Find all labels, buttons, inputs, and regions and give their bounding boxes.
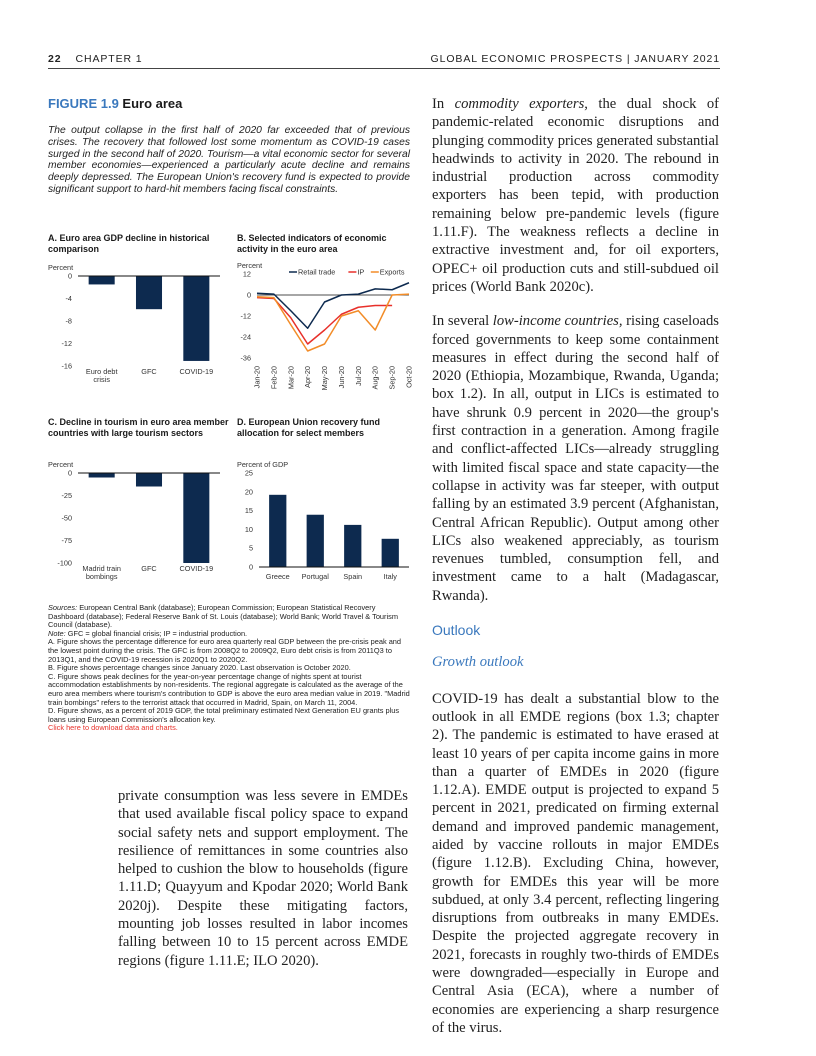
y-tick-label: -24 (240, 332, 251, 342)
chart-svg-d (237, 455, 412, 585)
y-tick-label: 0 (67, 468, 72, 478)
y-tick-label: 0 (67, 271, 72, 281)
x-tick-label: Jul-20 (353, 366, 363, 386)
chart-svg-c (48, 455, 220, 585)
panel-b-title: B. Selected indicators of economic activity in the euro area (237, 233, 387, 254)
bar-italy (382, 539, 399, 567)
y-axis-label: Percent (237, 261, 263, 270)
category-label: GFC (141, 564, 157, 573)
y-tick-label: 20 (244, 487, 253, 497)
y-tick-label: 10 (244, 524, 253, 534)
y-tick-label: -50 (61, 513, 72, 523)
bar-covid-19 (183, 473, 209, 563)
x-tick-label: Jun-20 (336, 366, 346, 389)
y-tick-label: 5 (248, 543, 253, 553)
bar-euro-debt-crisis (89, 276, 115, 284)
figure-summary: The output collapse in the first half of 2020 far exceeded that of previous crises. The recovery that followed lost some momentum as COVID-19 cases surged in the second half of 2020. Tourism—a vital economic sector for several member economies—experienced a particularly acute decline and remains deeply depressed. The European Union's recovery fund is expected to provide significant support to hard-hit members facing fiscal constraints. (48, 125, 410, 195)
legend-label: Retail trade (298, 267, 336, 277)
chapter-label: CHAPTER 1 (75, 53, 143, 65)
panel-c-title: C. Decline in tourism in euro area member countries with large tourism sectors (48, 417, 229, 438)
bar-covid-19 (183, 276, 209, 361)
x-tick-label: Aug-20 (370, 366, 380, 390)
category-label: bombings (85, 572, 118, 581)
bar-portugal (307, 515, 324, 567)
figure-notes (48, 604, 410, 733)
paragraph-consumption: private consumption was less severe in EMDEs that used available fiscal policy space to expand social safety nets and support employment. The resilience of remittances in some countries also helped to cushion the blow to households (figure 1.11.D; Quayyum and Kpodar 2020; World Bank 2020j). Despite these mitigating factors, mounting job losses resulted in labor incomes falling between 10 to 15 percent across EMDE regions (figure 1.11.E; ILO 2020). (118, 788, 408, 969)
chart-b (237, 262, 412, 397)
x-tick-label: Sep-20 (387, 366, 397, 390)
y-tick-label: -4 (65, 294, 72, 303)
x-tick-label: Oct-20 (404, 366, 414, 388)
chart-c (48, 455, 220, 585)
y-tick-label: -25 (61, 491, 72, 500)
x-tick-label: Apr-20 (303, 366, 313, 388)
chart-svg-a (48, 262, 220, 387)
y-tick-label: -8 (65, 316, 72, 326)
bar-spain (344, 525, 361, 567)
y-tick-label: -75 (61, 536, 72, 545)
category-label: COVID-19 (179, 367, 214, 376)
y-tick-label: -36 (240, 353, 251, 363)
legend-label: IP (357, 267, 365, 277)
y-tick-label: 0 (248, 562, 253, 572)
category-label: Euro debt (85, 367, 118, 376)
y-tick-label: -16 (61, 361, 72, 371)
bar-greece (269, 495, 286, 567)
category-label: COVID-19 (179, 564, 214, 573)
running-header (48, 53, 720, 69)
category-label: crisis (93, 375, 110, 384)
panel-a-title: A. Euro area GDP decline in historical comparison (48, 233, 210, 254)
x-tick-label: Feb-20 (269, 366, 279, 390)
download-link[interactable]: Click here to download data and charts. (48, 723, 178, 733)
y-tick-label: -12 (240, 311, 251, 321)
y-tick-label: 12 (242, 269, 251, 279)
paragraph-lics: In several low-income countries, rising caseloads forced governments to keep some containment measures in effect during the second half of 2020 (Ethiopia, Mozambique, Rwanda, Uganda; box 1.2). In all, output in LICs is estimated to have shrunk 0.9 percent in 2020—the group's first contraction in a generation. Among fragile and conflict-affected LICs—already struggling with limited fiscal space and state capacity—the collapse in activity was far steeper, with output falling by an estimated 3.9 percent (Afghanistan, Central African Republic). Output among other LICs also weakened appreciably, as tourism revenues tumbled, consumption fell, and investment came to a halt (Madagascar, Rwanda). (432, 313, 719, 604)
body-column-right (432, 95, 719, 1037)
category-label: Madrid train (82, 564, 121, 573)
legend-label: Exports (379, 267, 405, 277)
y-axis-label: Percent of GDP (237, 460, 289, 469)
x-tick-label: Jan-20 (252, 366, 262, 389)
y-axis-label: Percent (48, 460, 74, 469)
abbrev-note: Note: GFC = global financial crisis; IP = industrial production. (48, 628, 248, 638)
category-label: GFC (141, 367, 157, 376)
bar-gfc (136, 473, 162, 487)
note-b: B. Figure shows percentage changes since January 2020. Last observation is October 2020. (48, 663, 351, 673)
series-line-ip (257, 298, 392, 344)
page-number: 22 (48, 53, 62, 65)
category-label: Italy (383, 572, 397, 581)
y-tick-label: 0 (246, 290, 251, 300)
figure-number: FIGURE 1.9 (48, 96, 119, 111)
chart-svg-b (237, 262, 412, 397)
y-tick-label: -12 (61, 339, 72, 348)
paragraph-growth-outlook: COVID-19 has dealt a substantial blow to the outlook in all EMDE regions (box 1.3; chapter 2). The pandemic is estimated to have erased at least 10 years of per capita income gains in more than a quarter of EMDEs in 2020 (figure 1.12.A). EMDE output is projected to expand 5 percent in 2021, predicated on firming external demand and improved pandemic management, aided by vaccine rollouts in major EMDEs (figure 1.12.B). Excluding China, however, growth for EMDEs this year will be more subdued, at only 3.4 percent, reflecting lingering disruptions from outbreaks in many EMDEs. Despite the projected aggregate recovery in 2021, forecasts in roughly two-thirds of EMDEs were downgraded—especially in Europe and Central Asia (ECA), where a number of economies are experiencing a sharp resurgence of the virus. (432, 690, 719, 1036)
y-tick-label: 25 (244, 468, 253, 478)
note-a: A. Figure shows the percentage difference for euro area quarterly real GDP between the pre-crisis peak and the lowest point during the crisis. The GFC is from 2008Q2 to 2009Q2, Euro debt crisis is from 2011Q3 to 2013Q1, and the COVID-19 recession is 2020Q1 to 2020Q2. (48, 637, 402, 664)
section-heading-outlook: Outlook (432, 622, 481, 639)
category-label: Spain (343, 572, 363, 581)
y-tick-label: 15 (244, 506, 253, 516)
subsection-heading-growth-outlook: Growth outlook (432, 654, 524, 671)
paragraph-commodity-exporters: In commodity exporters, the dual shock of pandemic-related economic disruptions and plunging commodity prices generated substantial headwinds to activity in 2020. The rebound in industrial production across commodity exporters has been tepid, with production remaining below pre-pandemic levels (figure 1.11.F). The weakness reflects a decline in extractive investment and, for oil exporters, OPEC+ oil production cuts and still-subdued oil prices (World Bank 2020c). (432, 96, 719, 295)
panel-d-title: D. European Union recovery fund allocation for select members (237, 417, 381, 438)
y-axis-label: Percent (48, 263, 74, 272)
bar-gfc (136, 276, 162, 309)
sources-note: Sources: European Central Bank (database); European Commission; European Statistical Recovery Dashboard (database); Federal Reserve Bank of St. Louis (database); World Bank; World Travel & Tourism Council (database). (48, 603, 398, 630)
chart-a (48, 262, 220, 387)
note-d: D. Figure shows, as a percent of 2019 GDP, the total preliminary estimated Next Generation EU grants plus loans using European Commission's allocation key. (48, 706, 400, 724)
x-tick-label: Mar-20 (286, 366, 296, 390)
publication-title: GLOBAL ECONOMIC PROSPECTS | JANUARY 2021 (430, 53, 720, 65)
bar-madrid-train-bombings (89, 473, 115, 478)
y-tick-label: -100 (57, 558, 72, 568)
figure-title-text: Euro area (122, 96, 183, 111)
note-c: C. Figure shows peak declines for the year-on-year percentage change of nights spent at tourist accommodation establishments by non-residents. The regional aggregate is calculated as the average of the euro area members where tourism's contribution to GDP is above the euro area median value in 2019. "Madrid train bombings" refers to the terrorist attack that occurred in Madrid, Spain, on March 11, 2004. (48, 671, 410, 707)
chart-d (237, 455, 412, 585)
figure-title (48, 96, 182, 111)
header-rule (48, 68, 720, 69)
body-column-left (118, 787, 408, 970)
x-tick-label: May-20 (320, 366, 330, 391)
category-label: Greece (265, 572, 290, 581)
category-label: Portugal (301, 572, 329, 581)
